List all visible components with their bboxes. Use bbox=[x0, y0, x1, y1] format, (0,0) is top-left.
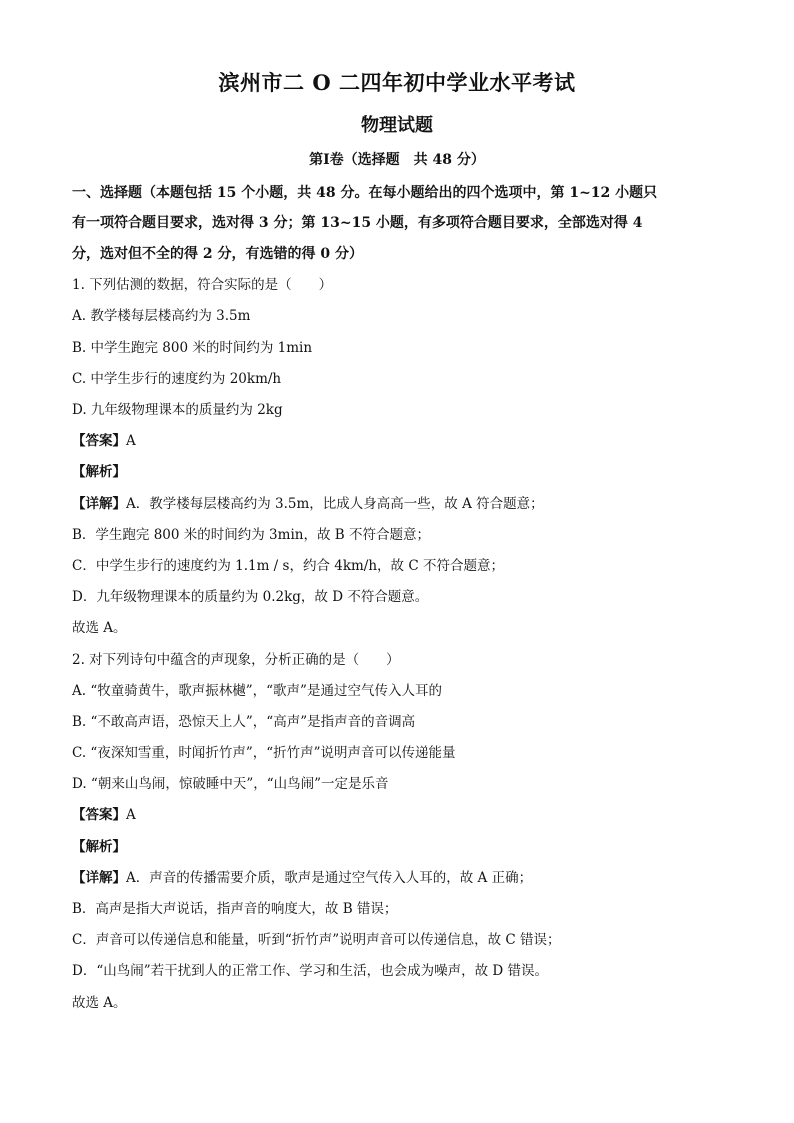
q1-answer bbox=[72, 432, 136, 450]
q2-answer-value: A bbox=[126, 807, 136, 823]
section-heading-line1: 一、选择题（本题包括 15 个小题，共 48 分。在每小题给出的四个选项中，第 1~12 小题只 bbox=[72, 185, 658, 201]
q2-detail-d: D．“山鸟闹”若干扰到人的正常工作、学习和生活，也会成为噪声，故 D 错误。 bbox=[72, 963, 549, 979]
section-heading-line3: 分，选对但不全的得 2 分，有选错的得 0 分） bbox=[72, 246, 363, 262]
q1-analysis-label: 【解析】 bbox=[72, 464, 126, 480]
q2-answer-label: 【答案】 bbox=[72, 807, 126, 823]
subject-title: 物理试题 bbox=[361, 115, 433, 136]
part-title: 第Ⅰ卷（选择题 共 48 分） bbox=[309, 152, 485, 168]
q2-stem: 2. 对下列诗句中蕴含的声现象，分析正确的是（ ） bbox=[72, 652, 400, 668]
q1-option-b: B. 中学生跑完 800 米的时间约为 1min bbox=[72, 340, 313, 356]
q1-option-a: A. 教学楼每层楼高约为 3.5m bbox=[72, 308, 251, 324]
q1-conclusion: 故选 A。 bbox=[72, 620, 127, 636]
q2-detail-b: B．高声是指大声说话，指声音的响度大，故 B 错误； bbox=[72, 901, 398, 917]
q1-detail-d: D．九年级物理课本的质量约为 0.2kg，故 D 不符合题意。 bbox=[72, 589, 429, 605]
section-heading-line2: 有一项符合题目要求，选对得 3 分；第 13~15 小题，有多项符合题目要求，全部选对得 4 bbox=[72, 215, 643, 231]
q2-option-d: D. “朝来山鸟闹，惊破睡中天”，“山鸟闹”一定是乐音 bbox=[72, 776, 389, 792]
q2-detail-a-text: A．声音的传播需要介质，歌声是通过空气传入人耳的，故 A 正确； bbox=[126, 870, 533, 886]
q1-answer-label: 【答案】 bbox=[72, 433, 126, 449]
exam-title: 滨州市二 O 二四年初中学业水平考试 bbox=[218, 70, 576, 95]
q2-answer bbox=[72, 806, 136, 824]
q2-analysis-label: 【解析】 bbox=[72, 839, 126, 855]
q1-stem: 1. 下列估测的数据，符合实际的是（ ） bbox=[72, 277, 333, 293]
q1-detail-a bbox=[72, 495, 544, 513]
q2-option-b: B. “不敢高声语，恐惊天上人”，“高声”是指声音的音调高 bbox=[72, 714, 416, 730]
q1-detail-a-text: A．教学楼每层楼高约为 3.5m，比成人身高高一些，故 A 符合题意； bbox=[126, 496, 544, 512]
q2-detail-c: C．声音可以传递信息和能量，听到“折竹声”说明声音可以传递信息，故 C 错误； bbox=[72, 932, 561, 948]
q2-detail-label: 【详解】 bbox=[72, 870, 126, 886]
q2-conclusion: 故选 A。 bbox=[72, 995, 127, 1011]
q1-detail-c: C．中学生步行的速度约为 1.1m / s，约合 4km/h，故 C 不符合题意； bbox=[72, 558, 504, 574]
q1-detail-label: 【详解】 bbox=[72, 496, 126, 512]
q2-detail-a bbox=[72, 869, 532, 887]
q2-option-a: A. “牧童骑黄牛，歌声振林樾”，“歌声”是通过空气传入人耳的 bbox=[72, 683, 442, 699]
q1-detail-b: B．学生跑完 800 米的时间约为 3min，故 B 不符合题意； bbox=[72, 527, 430, 543]
q1-option-c: C. 中学生步行的速度约为 20km/h bbox=[72, 371, 282, 387]
q1-option-d: D. 九年级物理课本的质量约为 2kg bbox=[72, 402, 283, 418]
q2-option-c: C. “夜深知雪重，时闻折竹声”，“折竹声”说明声音可以传递能量 bbox=[72, 745, 456, 761]
q1-answer-value: A bbox=[126, 433, 136, 449]
